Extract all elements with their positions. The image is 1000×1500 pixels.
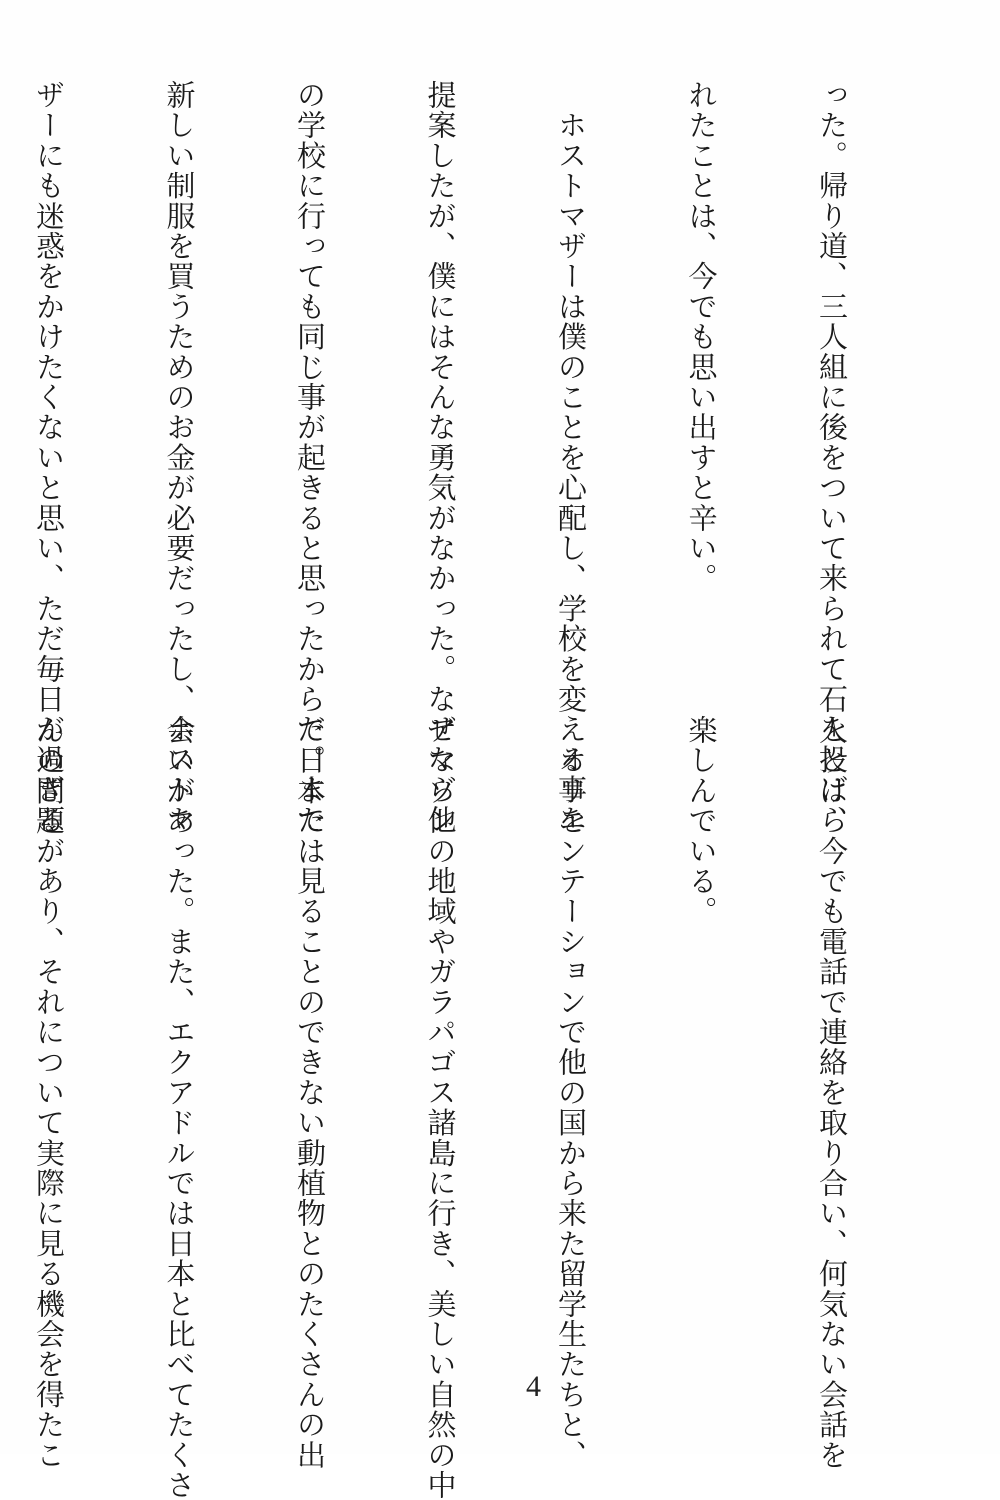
text-line: ホストマザーは僕のことを心配し、学校を変える事を	[554, 80, 588, 835]
text-line: ザーにも迷惑をかけたくないと思い、ただ毎日が過ぎる	[32, 80, 66, 835]
text-line: 会いがあった。また、エクアドルでは日本と比べてたくさ	[162, 715, 197, 1500]
text-line: 新しい制服を買うためのお金が必要だったし、ホストマ	[162, 80, 197, 835]
text-line: オリエンテーションで他の国から来た留学生たちと、	[554, 715, 588, 1470]
text-line: った。帰り道、三人組に後をついて来られて石を投げら	[815, 80, 849, 835]
text-line: の学校に行っても同じ事が起きると思ったからだ。また	[293, 80, 327, 835]
text-line: で日本では見ることのできない動植物とのたくさんの出	[293, 715, 327, 1470]
text-line: 人とは、今でも電話で連絡を取り合い、何気ない会話を	[815, 715, 849, 1471]
text-line: んの問題があり、それについて実際に見る機会を得たこ	[32, 715, 66, 1470]
essay-text-lower-block	[0, 715, 940, 1500]
text-line: 楽しんでいる。	[684, 715, 719, 927]
page-number: 4	[526, 1370, 541, 1403]
text-line: れたことは、今でも思い出すと辛い。	[684, 80, 719, 594]
text-line: 提案したが、僕にはそんな勇気がなかった。なぜなら他	[423, 80, 458, 835]
text-line: アマゾンの地域やガラパゴス諸島に行き、美しい自然の中	[423, 715, 458, 1500]
